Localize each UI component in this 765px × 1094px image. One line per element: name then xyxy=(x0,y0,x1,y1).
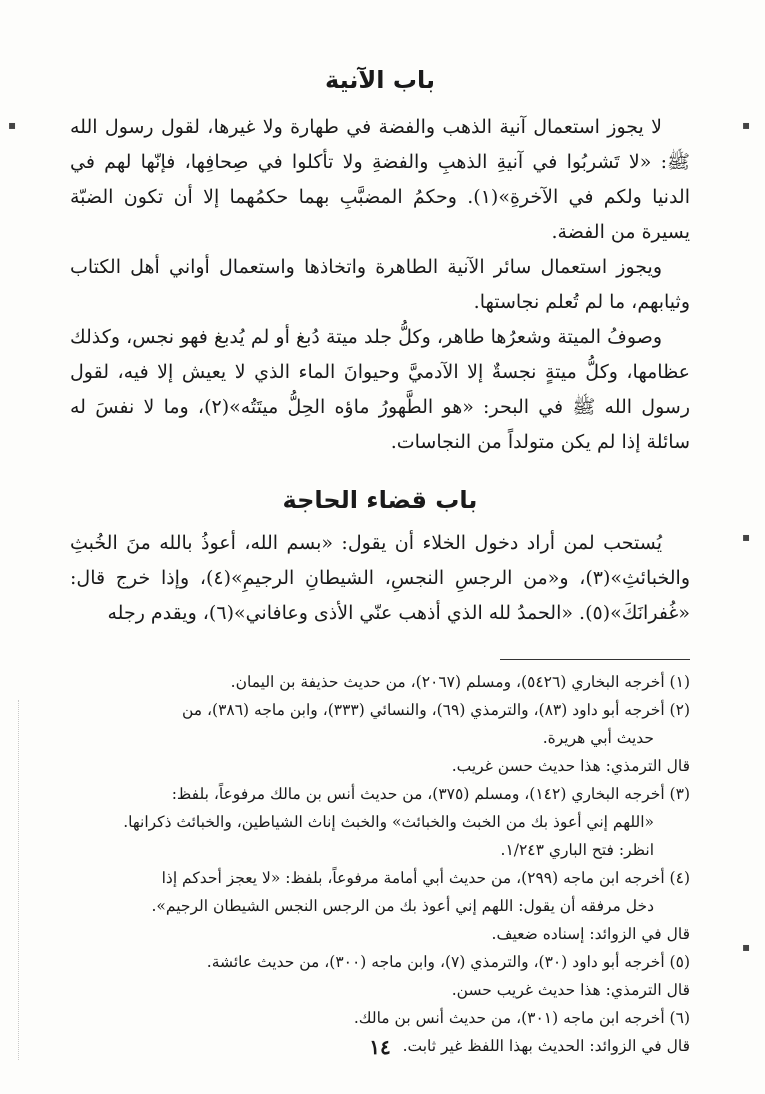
footnote-line: (٦) أخرجه ابن ماجه (٣٠١)، من حديث أنس بن مالك. xyxy=(353,1009,690,1027)
scan-margin-mark: ▪ xyxy=(8,118,17,132)
chapter-heading-vessels: باب الآنية xyxy=(325,66,435,94)
footnote-line: «اللهم إني أعوذ بك من الخبث والخبائث» والخبث إناث الشياطين، والخبائث ذكرانها. xyxy=(123,813,654,831)
footnote-line: دخل مرفقه أن يقول: اللهم إني أعوذ بك من الرجس النجس الشيطان الرجيم». xyxy=(151,897,654,915)
scan-margin-mark: ▪ xyxy=(742,530,751,544)
footnote-line: حديث أبي هريرة. xyxy=(542,729,654,747)
chapter-heading-relief: باب قضاء الحاجة xyxy=(282,486,478,514)
paragraph-dead-animal: وصوفُ الميتة وشعرُها طاهر، وكلُّ جلد ميتة دُبغ أو لم يُدبغ فهو نجس، وكذلك عظامها، وكلُّ ميتةٍ نجسةٌ إلا الآدميَّ وحيوانَ الماء الذي لا يعيش إلا فيه، لقول رسول الله ﷺ في البحر: «هو الطَّهورُ ماؤه الحِلُّ ميتَتُه»(٢)، وما لا نفسَ له سائلة إذا لم يكن متولداً من النجاسات. xyxy=(70,326,691,453)
paragraph-relief: يُستحب لمن أراد دخول الخلاء أن يقول: «بسم الله، أعوذُ بالله منَ الخُبثِ والخبائثِ»(٣)، و«من الرجسِ النجسِ، الشيطانِ الرجيمِ»(٤)، وإذا خرج قال: «غُفرانَكَ»(٥). «الحمدُ لله الذي أذهب عنّي الأذى وعافاني»(٦)، ويقدم رجله xyxy=(70,532,690,624)
footnote-line: (٣) أخرجه البخاري (١٤٢)، ومسلم (٣٧٥)، من حديث أنس بن مالك مرفوعاً، بلفظ: xyxy=(171,785,690,803)
scan-margin-mark: ▪ xyxy=(742,940,751,954)
footnote-line: (٤) أخرجه ابن ماجه (٢٩٩)، من حديث أبي أمامة مرفوعاً، بلفظ: «لا يعجز أحدكم إذا xyxy=(161,869,690,887)
scan-margin-mark: ▪ xyxy=(742,118,751,132)
document-page xyxy=(70,60,690,1070)
footnote-line: قال في الزوائد: إسناده ضعيف. xyxy=(491,925,690,943)
footnotes xyxy=(70,668,690,1060)
footnote-line: (٢) أخرجه أبو داود (٨٣)، والترمذي (٦٩)، والنسائي (٣٣٣)، وابن ماجه (٣٨٦)، من xyxy=(181,701,690,719)
paragraph-vessels-gold-silver: لا يجوز استعمال آنية الذهب والفضة في طهارة ولا غيرها، لقول رسول الله ﷺ: «لا تَشربُوا في آنيةِ الذهبِ والفضةِ ولا تأكلوا في صِحافِها، فإنّها لهم في الدنيا ولكم في الآخرةِ»(١). وحكمُ المضبَّبِ بهما حكمُهما إلا أن تكون الضبّة يسيرة من الفضة. xyxy=(70,116,691,243)
footnote-line: انظر: فتح الباري ١/٢٤٣. xyxy=(500,841,654,859)
scan-gutter-line xyxy=(18,700,20,1060)
footnote-line: (٥) أخرجه أبو داود (٣٠)، والترمذي (٧)، وابن ماجه (٣٠٠)، من حديث عائشة. xyxy=(206,953,690,971)
footnote-line: قال في الزوائد: الحديث بهذا اللفظ غير ثابت. xyxy=(402,1037,690,1055)
paragraph-vessels-other: ويجوز استعمال سائر الآنية الطاهرة واتخاذها واستعمال أواني أهل الكتاب وثيابهم، ما لم تُعلم نجاستها. xyxy=(70,256,690,313)
footnote-line: قال الترمذي: هذا حديث حسن غريب. xyxy=(451,757,690,775)
footnote-line: (١) أخرجه البخاري (٥٤٢٦)، ومسلم (٢٠٦٧)، من حديث حذيفة بن اليمان. xyxy=(230,673,690,691)
footnote-divider xyxy=(500,659,690,660)
page-number: ١٤ xyxy=(369,1035,391,1059)
footnote-line: قال الترمذي: هذا حديث غريب حسن. xyxy=(451,981,690,999)
